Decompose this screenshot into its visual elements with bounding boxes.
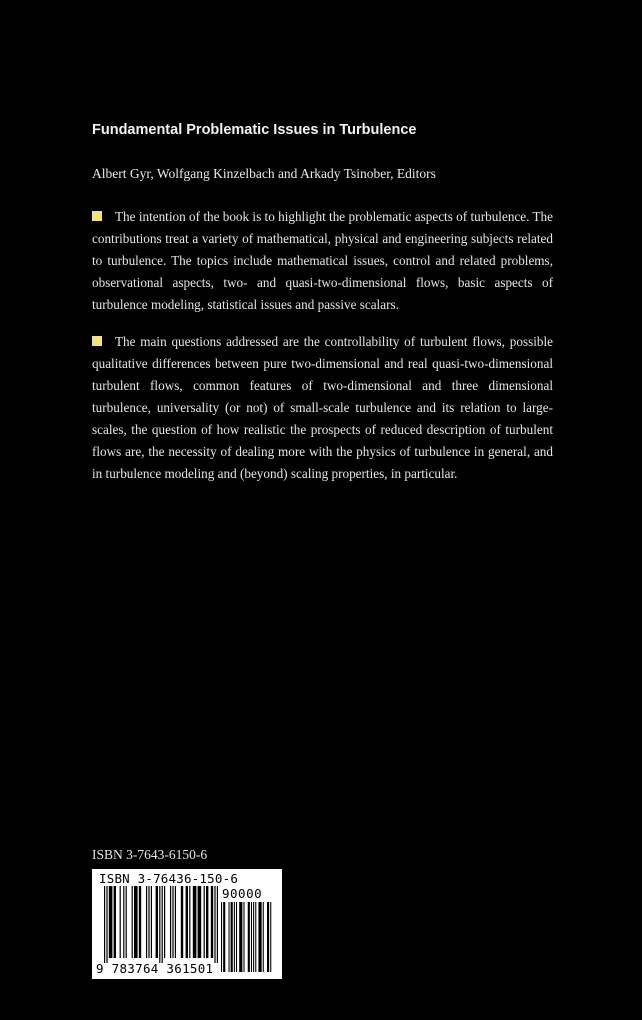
barcode-bar	[217, 886, 218, 963]
isbn-label: ISBN 3-7643-6150-6	[92, 847, 208, 862]
barcode-bar	[106, 886, 107, 963]
paragraph-text: The intention of the book is to highlight the problematic aspects of turbulence. The contributions treat a variety of mathematical, physical and engineering subjects related to turbulence. The topics include mathematical issues, control and related problems, observational aspects, two- and quasi-two-dimensional flows, basic aspects of turbulence modeling, statistical issues and passive scalars.	[92, 209, 553, 312]
barcode-bar	[255, 902, 256, 972]
barcode-bar	[221, 902, 222, 972]
bullet-square-icon	[92, 336, 102, 346]
barcode-bar	[162, 886, 163, 963]
barcode-bar	[120, 886, 121, 958]
barcode-bar	[172, 886, 173, 958]
description-paragraph	[92, 206, 553, 316]
barcode-bar	[204, 886, 205, 958]
barcode-bar	[114, 886, 116, 958]
barcode-bar	[123, 886, 124, 958]
barcode-bar	[248, 902, 250, 972]
barcode-bar	[270, 902, 271, 972]
barcode-bar	[214, 886, 215, 963]
barcode-bar	[104, 886, 105, 963]
barcode-bar	[170, 886, 171, 958]
questions-paragraph	[92, 331, 553, 485]
barcode-bar	[151, 886, 152, 958]
barcode-bar	[164, 886, 165, 958]
barcode-bar	[234, 902, 235, 972]
barcode-bar	[139, 886, 141, 958]
barcode-bar	[132, 886, 133, 958]
barcode-bar	[251, 902, 252, 972]
barcode-bar	[198, 886, 202, 958]
barcode-ean-digits: 9 783764 361501	[96, 961, 214, 976]
barcode-bar	[223, 902, 225, 972]
paragraph-text: The main questions addressed are the controllability of turbulent flows, possible qualitative differences between pure two-dimensional and real quasi-two-dimensional turbulent flows, common features of two-dimensional and three dimensional turbulence, universality (or not) of small-scale turbulence and its relation to large-scales, the question of how realistic the prospects of reduced description of turbulent flows are, the necessity of dealing more with the physics of turbulence in general, and in turbulence modeling and (beyond) scaling properties, in particular.	[92, 334, 553, 481]
barcode-bar	[148, 886, 149, 958]
barcode-bar	[206, 886, 208, 958]
barcode-bar	[181, 886, 183, 958]
barcode-isbn-text: ISBN 3-76436-150-6	[99, 871, 239, 886]
barcode-bar	[126, 886, 127, 958]
book-title: Fundamental Problematic Issues in Turbulence	[92, 122, 417, 138]
barcode-bar	[189, 886, 190, 958]
barcode-bar	[159, 886, 160, 963]
barcode-bar	[228, 902, 229, 972]
barcode-bar	[267, 902, 269, 972]
barcode	[92, 869, 282, 979]
barcode-bar	[243, 902, 244, 972]
bullet-square-icon	[92, 211, 102, 221]
barcode-bar	[193, 886, 197, 958]
barcode-bar	[134, 886, 138, 958]
barcode-bar	[175, 886, 176, 958]
barcode-bar	[109, 886, 113, 958]
barcode-bar	[236, 902, 237, 972]
barcode-bar	[146, 886, 147, 958]
barcode-bar	[258, 902, 261, 972]
barcode-bar	[253, 902, 254, 972]
barcode-bar	[211, 886, 213, 958]
barcode-bar	[231, 902, 233, 972]
barcode-bar	[263, 902, 264, 972]
barcode-bar	[156, 886, 158, 958]
barcode-bar	[239, 902, 242, 972]
barcode-addon-digits: 90000	[222, 886, 263, 901]
barcode-bar	[186, 886, 188, 958]
editors-line: Albert Gyr, Wolfgang Kinzelbach and Arkady Tsinober, Editors	[92, 166, 436, 181]
